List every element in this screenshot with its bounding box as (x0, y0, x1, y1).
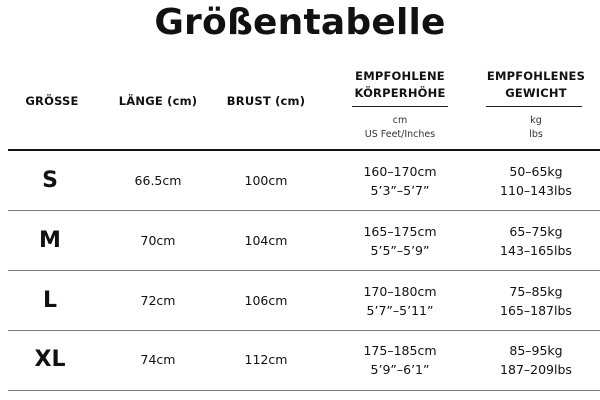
weight-lbs: 143–165lbs (500, 243, 572, 258)
weight-unit-lbs: lbs (529, 129, 543, 140)
column-header-recommended-height (340, 68, 460, 102)
column-header-weight-line2: GEWICHT (505, 86, 567, 100)
height-value (340, 222, 460, 260)
weight-kg: 75–85kg (509, 284, 563, 299)
size-label: M (39, 228, 61, 253)
header-underline-weight (486, 106, 582, 107)
weight-kg: 50–65kg (509, 164, 563, 179)
header-underline-height (352, 106, 448, 107)
page-title: Größentabelle (154, 2, 446, 43)
height-feet-inches: 5’9”–6’1” (370, 362, 430, 377)
length-value: 74cm (140, 352, 176, 367)
height-value (340, 341, 460, 379)
chest-value: 100cm (244, 173, 288, 188)
length-value: 66.5cm (134, 173, 182, 188)
row-separator (8, 390, 600, 391)
weight-value (472, 341, 600, 379)
weight-kg: 65–75kg (509, 224, 563, 239)
height-value (340, 282, 460, 320)
column-header-height-line1: EMPFOHLENE (355, 69, 445, 83)
column-header-recommended-weight (472, 68, 600, 102)
height-cm: 175–185cm (363, 343, 437, 358)
table-row-xl (0, 330, 600, 390)
height-feet-inches: 5’7”–5’11” (366, 303, 434, 318)
column-header-chest: BRUST (cm) (226, 94, 306, 108)
weight-kg: 85–95kg (509, 343, 563, 358)
height-cm: 170–180cm (363, 284, 437, 299)
table-row-s (0, 151, 600, 211)
column-header-height-line2: KÖRPERHÖHE (354, 86, 446, 100)
length-value: 72cm (140, 293, 176, 308)
weight-lbs: 165–187lbs (500, 303, 572, 318)
size-label: L (42, 288, 58, 313)
column-header-length: LÄNGE (cm) (118, 94, 198, 108)
weight-value (472, 282, 600, 320)
height-units (340, 114, 460, 142)
height-unit-cm: cm (392, 115, 408, 126)
size-label: S (42, 168, 58, 193)
weight-units (472, 114, 600, 142)
weight-value (472, 162, 600, 200)
height-cm: 160–170cm (363, 164, 437, 179)
weight-lbs: 110–143lbs (500, 183, 572, 198)
weight-lbs: 187–209lbs (500, 362, 572, 377)
chest-value: 104cm (244, 233, 288, 248)
height-value (340, 162, 460, 200)
column-header-size: GRÖSSE (25, 94, 79, 108)
table-row-m (0, 211, 600, 271)
weight-unit-kg: kg (530, 115, 542, 126)
height-cm: 165–175cm (363, 224, 437, 239)
size-label: XL (34, 347, 66, 372)
weight-value (472, 222, 600, 260)
length-value: 70cm (140, 233, 176, 248)
height-unit-feet-inches: US Feet/Inches (364, 129, 436, 140)
table-row-l (0, 271, 600, 331)
height-feet-inches: 5’3”–5’7” (370, 183, 430, 198)
column-header-weight-line1: EMPFOHLENES (486, 69, 586, 83)
height-feet-inches: 5’5”–5’9” (370, 243, 430, 258)
chest-value: 106cm (244, 293, 288, 308)
chest-value: 112cm (244, 352, 288, 367)
